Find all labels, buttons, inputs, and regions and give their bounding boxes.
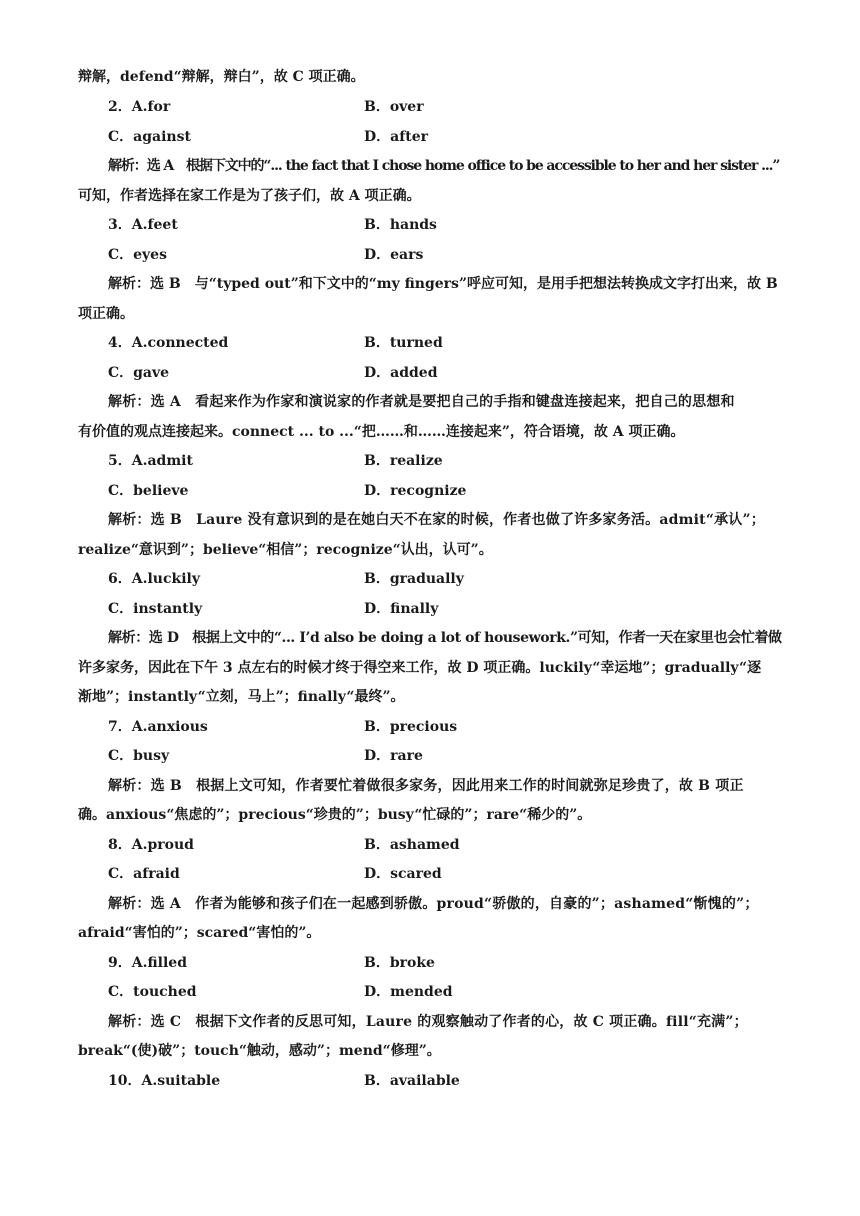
option-left: C．touched [108,984,197,1000]
option-right: B．ashamed [364,837,460,853]
option-left: 4．A.connected [108,335,229,351]
option-right: D．scared [364,866,442,882]
option-right: B．gradually [364,571,464,587]
option-right: D．after [364,129,428,145]
analysis-line: 解析：选 B 与“typed out”和下文中的“my fingers”呼应可知，是用手把想法转换成文字打出来，故 B [108,276,778,292]
analysis-line: 解析：选 D 根据上文中的“... I’d also be doing a lot of housework.”可知，作者一天在家里也会忙着做 [108,630,782,646]
option-right: D．ears [364,247,424,263]
text-line: afraid“害怕的”；scared“害怕的”。 [78,925,321,941]
option-right: B．precious [364,719,458,735]
option-right: B．over [364,99,424,115]
text-line: 确。anxious“焦虑的”；precious“珍贵的”；busy“忙碌的”；rare“稀少的”。 [78,807,592,823]
text-line: 辩解，defend“辩解，辩白”，故 C 项正确。 [78,69,365,85]
option-left: 7．A.anxious [108,719,208,735]
option-right: D．recognize [364,483,467,499]
analysis-line: 解析：选 A 作者为能够和孩子们在一起感到骄傲。proud“骄傲的，自豪的”；ashamed“惭愧的”； [108,896,759,912]
option-left: C．afraid [108,866,180,882]
text-line: 有价值的观点连接起来。connect ... to ...“把……和……连接起来”，符合语境，故 A 项正确。 [78,424,685,440]
option-right: D．finally [364,601,439,617]
text-line: 项正确。 [78,306,134,322]
option-left: 3．A.feet [108,217,178,233]
option-left: C．gave [108,365,170,381]
analysis-line: 解析：选 A 根据下文中的“... the fact that I chose home office to be accessible to her and her sister ...” [108,158,780,174]
option-left: C．against [108,129,191,145]
analysis-line: 解析：选 A 看起来作为作家和演说家的作者就是要把自己的手指和键盘连接起来，把自己的思想和 [108,394,735,410]
option-right: D．rare [364,748,423,764]
analysis-line: 解析：选 B 根据上文可知，作者要忙着做很多家务，因此用来工作的时间就弥足珍贵了，故 B 项正 [108,778,744,794]
option-right: B．broke [364,955,435,971]
option-left: 2．A.for [108,99,171,115]
option-left: C．eyes [108,247,167,263]
option-left: C．instantly [108,601,203,617]
text-line: 可知，作者选择在家工作是为了孩子们，故 A 项正确。 [78,188,421,204]
option-left: 5．A.admit [108,453,193,469]
option-right: D．mended [364,984,453,1000]
option-right: B．hands [364,217,437,233]
text-line: break“(使)破”；touch“触动，感动”；mend“修理”。 [78,1043,441,1059]
option-left: 8．A.proud [108,837,194,853]
option-right: D．added [364,365,438,381]
option-left: 10．A.suitable [108,1073,221,1089]
option-left: 9．A.filled [108,955,187,971]
text-line: realize“意识到”；believe“相信”；recognize“认出，认可”。 [78,542,493,558]
option-right: B．available [364,1073,460,1089]
analysis-line: 解析：选 C 根据下文作者的反思可知，Laure 的观察触动了作者的心，故 C 项正确。fill“充满”； [108,1014,748,1030]
option-left: C．believe [108,483,189,499]
text-line: 许多家务，因此在下午 3 点左右的时候才终于得空来工作，故 D 项正确。luckily“幸运地”；gradually“逐 [78,660,762,676]
option-right: B．realize [364,453,443,469]
option-left: 6．A.luckily [108,571,200,587]
option-right: B．turned [364,335,443,351]
option-left: C．busy [108,748,170,764]
analysis-line: 解析：选 B Laure 没有意识到的是在她白天不在家的时候，作者也做了许多家务活。admit“承认”； [108,512,765,528]
text-line: 渐地”；instantly“立刻，马上”；finally“最终”。 [78,689,405,705]
